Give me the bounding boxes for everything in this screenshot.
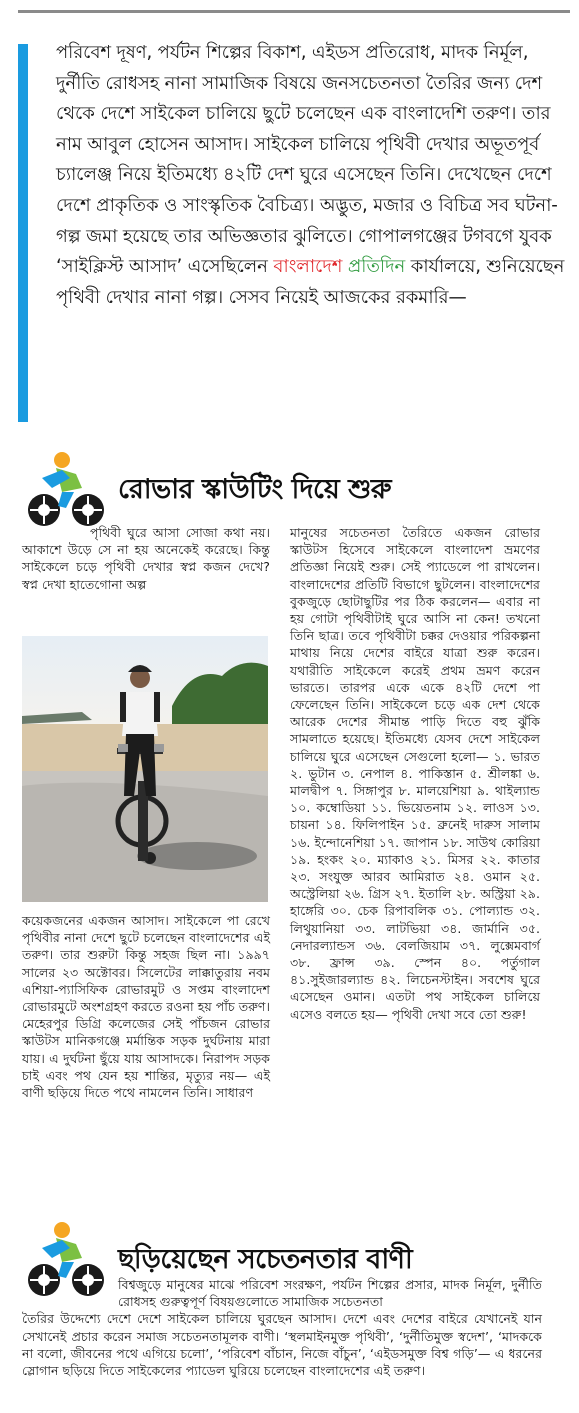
intro-accent-bar (18, 44, 28, 422)
section1-left-bottom-text: কয়েকজনের একজন আসাদ। সাইকেলে পা রেখে পৃথিবীর নানা দেশে ছুটে চলেছেন বাংলাদেশের এই তরুণ। তার শুরুটা কিন্তু সহজ ছিল না। ১৯৯৭ সালের ২৩ অক্টোবর। সিলেটের লাক্কাতুরায় নবম এশিয়া-প্যাসিফিক রোভারমুট ও সপ্তম বাংলাদেশ রোভারমুটে অংশগ্রহণ করতে রওনা হয় পাঁচ তরুণ। মেহেরপুর ডিগ্রি কলেজের সেই পাঁচজন রোভার স্কাউটস মানিকগঞ্জে মর্মান্তিক সড়ক দুর্ঘটনায় মারা যায়। এ দুর্ঘটনা ছুঁয়ে যায় আসাদকে। নিরাপদ সড়ক চাই এবং পথ যেন হয় শান্তির, মৃত্যুর নয়— এই বাণী ছড়িয়ে দিতে পথে নামলেন তিনি। সাধারণ (22, 913, 270, 1101)
section2-headline: ছড়িয়েছেন সচেতনতার বাণী (118, 1243, 413, 1275)
cyclist-icon (22, 448, 108, 534)
brand-name-red: বাংলাদেশ (273, 256, 343, 278)
section1-left-top-text (22, 524, 270, 593)
section2-body-top: বিশ্বজুড়ে মানুষের মাঝে পরিবেশ সংরক্ষণ, পর্যটন শিল্পের প্রসার, মাদক নির্মূল, দুর্নীতি রোধসহ গুরুত্বপূর্ণ বিষয়গুলোতে সামাজিক সচেতনতা (118, 1277, 542, 1310)
section2-body-bottom: তৈরির উদ্দেশ্যে দেশে দেশে সাইকেল চালিয়ে ঘুরছেন আসাদ। দেশে এবং দেশের বাইরে যেখানেই যান সেখানেই প্রচার করেন সমাজ সচেতনতামূলক বাণী। ‘স্থলমাইনমুক্ত পৃথিবী’, ‘দুর্নীতিমুক্ত স্বদেশ’, ‘মাদককে না বলো, জীবনের পথে এগিয়ে চলো’, ‘পরিবেশ বাঁচান, নিজে বাঁচুন’, ‘এইডসমুক্ত বিশ্ব গড়ি’— এ ধরনের স্লোগান ছড়িয়ে দিতে সাইকেলের প্যাডেল ঘুরিয়ে চলেছেন বাংলাদেশের এই তরুণ। (22, 1311, 542, 1379)
section1-right-text: মানুষের সচেতনতা তৈরিতে একজন রোভার স্কাউটস হিসেবে সাইকেলে বাংলাদেশ ভ্রমণের প্রতিজ্ঞা নিয়েই শুরু। সেই প্যাডেলে পা রাখলেন। বাংলাদেশের প্রতিটি বিভাগে ছুটলেন। বাংলাদেশের বুকজুড়ে ছোটাছুটির পর ঠিক করলেন— এবার না হয় গোটা পৃথিবীটাই ঘুরে আসি না কেন! তখনো তিনি ছাত্র। তবে পৃথিবীটা চক্কর দেওয়ার পরিকল্পনা মাথায় নিয়ে দেশের বাইরে যাত্রা শুরু করেন। যথারীতি সাইকেলে করেই প্রথম ভ্রমণ করেন ভারতে। তারপর একে একে ৪২টি দেশে পা ফেলেছেন তিনি। সাইকেলে চড়ে এক দেশ থেকে আরেক দেশের সীমান্ত পাড়ি দিতে বহু ঝুঁকি সামলাতে হয়েছে। ইতিমধ্যে যেসব দেশে সাইকেল চালিয়ে ঘুরে এসেছেন সেগুলো হলো— ১. ভারত ২. ভুটান ৩. নেপাল ৪. পাকিস্তান ৫. শ্রীলঙ্কা ৬. মালদ্বীপ ৭. সিঙ্গাপুর ৮. মালয়েশিয়া ৯. থাইল্যান্ড ১০. কম্বোডিয়া ১১. ভিয়েতনাম ১২. লাওস ১৩. চায়না ১৪. ফিলিপাইন ১৫. ব্রুনেই দারুস সালাম ১৬. ইন্দোনেশিয়া ১৭. জাপান ১৮. সাউথ কোরিয়া ১৯. হংকং ২০. ম্যাকাও ২১. মিসর ২২. কাতার ২৩. সংযুক্ত আরব আমিরাত ২৪. ওমান ২৫. অস্ট্রেলিয়া ২৬. গ্রিস ২৭. ইতালি ২৮. অস্ট্রিয়া ২৯. হাঙ্গেরি ৩০. চেক রিপাবলিক ৩১. পোল্যান্ড ৩২. লিথুয়ানিয়া ৩৩. লাটভিয়া ৩৪. জার্মানি ৩৫. নেদারল্যান্ডস ৩৬. বেলজিয়াম ৩৭. লুক্সেমবার্গ ৩৮. ফ্রান্স ৩৯. স্পেন ৪০. পর্তুগাল ৪১.সুইজারল্যান্ড ৪২. লিচেনস্টাইন। সবশেষ ঘুরে এসেছেন ওমান। এতটা পথ সাইকেল চালিয়ে এসেও বলতে হয়— পৃথিবী দেখা সবে তো শুরু! (290, 525, 540, 1022)
intro-paragraph (56, 38, 566, 313)
cyclist-photo (22, 636, 268, 902)
intro-text-part1: পরিবেশ দূষণ, পর্যটন শিল্পের বিকাশ, এইডস প্রতিরোধ, মাদক নির্মূল, দুর্নীতি রোধসহ নানা সামাজিক বিষয়ে জনসচেতনতা তৈরির জন্য দেশ থেকে দেশে সাইকেল চালিয়ে ছুটে চলেছেন এক বাংলাদেশি তরুণ। তার নাম আবুল হোসেন আসাদ। সাইকেল চালিয়ে পৃথিবী দেখার অভূতপূর্ব চ্যালেঞ্জ নিয়ে ইতিমধ্যে ৪২টি দেশ ঘুরে এসেছেন তিনি। দেখেছেন দেশে দেশে প্রাকৃতিক ও সাংস্কৃতিক বৈচিত্র্য। অদ্ভুত, মজার ও বিচিত্র সব ঘটনা-গল্প জমা হয়েছে তার অভিজ্ঞতার ঝুলিতে। গোপালগঞ্জের টগবগে যুবক ‘সাইক্লিস্ট আসাদ’ এসেছিলেন (56, 42, 558, 278)
section1-left-top: পৃথিবী ঘুরে আসা সোজা কথা নয়। আকাশে উড়ে সে না হয় অনেকেই করেছে। কিন্তু সাইকেলে চড়ে পৃথিবী দেখার স্বপ্ন কজন দেখে? স্বপ্ন দেখা হাতেগোনা অল্প (22, 525, 270, 592)
section1-headline: রোভার স্কাউটিং দিয়ে শুরু (118, 473, 392, 505)
section2-body (22, 1276, 542, 1379)
section1-header (22, 448, 391, 534)
top-rule (18, 10, 570, 13)
intro-text-part2: কার্যালয়ে, শুনিয়েছেন পৃথিবী দেখার নানা গল্প। সেসব নিয়েই আজকের রকমারি— (56, 256, 565, 308)
brand-name-green: প্রতিদিন (347, 256, 406, 278)
